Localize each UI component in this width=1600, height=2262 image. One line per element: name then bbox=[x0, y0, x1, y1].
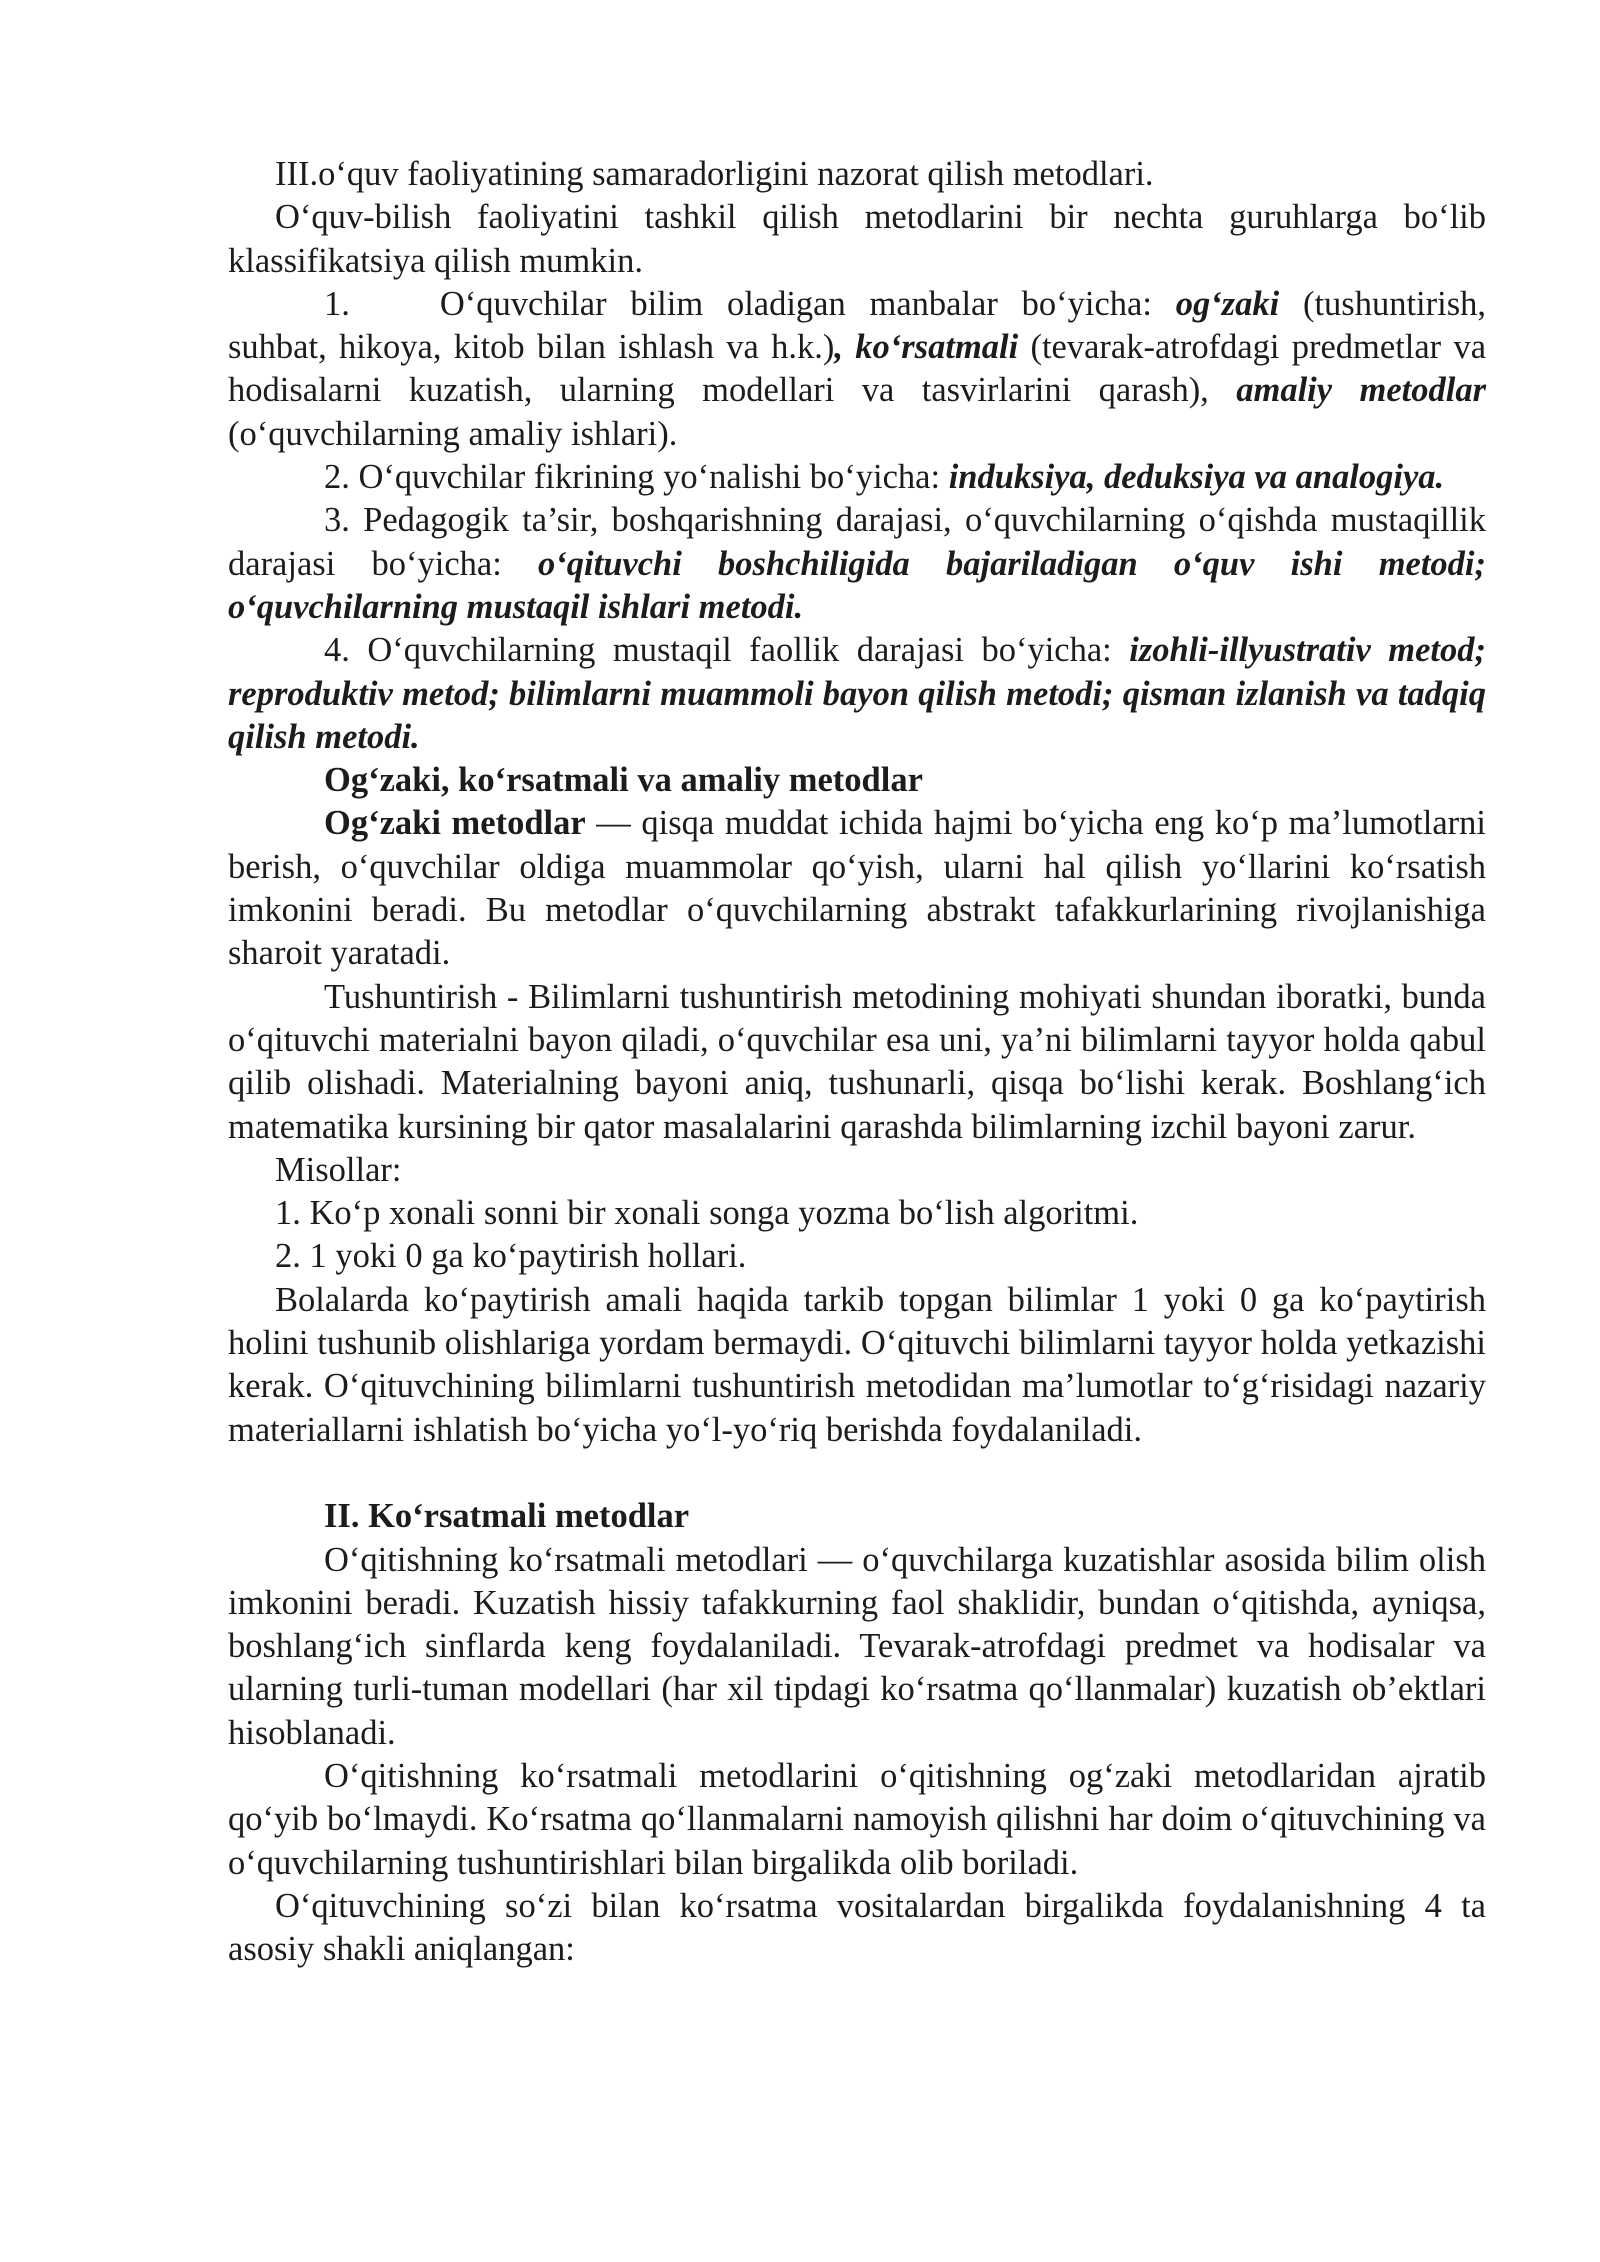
paragraph-item-1: 1. O‘quvchilar bilim oladigan manbalar bo‘yicha: og‘zaki (tushuntirish, suhbat, hikoya, kitob bilan ishlash va h.k.), ko‘rsatmali (tevarak-atrofdagi predmetlar va hodisalarni kuzatish, ularning modellari va tasvirlarini qarash), amaliy metodlar (o‘quvchilarning amaliy ishlari). bbox=[228, 284, 1487, 453]
blank-line bbox=[228, 1452, 1486, 1495]
emphasis-amaliy: amaliy metodlar bbox=[1236, 371, 1486, 410]
paragraph-tushuntirish: Tushuntirish - Bilimlarni tushuntirish metodining mohiyati shundan iboratki, bunda o‘qituvchi materialni bayon qiladi, o‘quvchilar esa uni, ya’ni bilimlarni tayyor holda qabul qilib olishadi. Materialning bayoni aniq, tushunarli, qisqa bo‘lishi kerak. Boshlang‘ich matematika kursining bir qator masalalarini qarashda bilimlarning izchil bayoni zarur. bbox=[228, 977, 1486, 1146]
emphasis-ogzaki: og‘zaki bbox=[1175, 284, 1280, 323]
term-ogzaki-metodlar: Og‘zaki metodlar bbox=[324, 804, 586, 843]
paragraph-item-4: 4. O‘quvchilarning mustaqil faollik darajasi bo‘yicha: izohli-illyustrativ metod; reproduktiv metod; bilimlarni muammoli bayon qilish metodi; qisman izlanish va tadqiq qilish metodi. bbox=[228, 631, 1486, 756]
paragraph-misollar: Misollar: bbox=[275, 1150, 402, 1189]
emphasis-induksiya: induksiya, deduksiya va analogiya. bbox=[948, 458, 1445, 497]
item-1-number: 1. bbox=[324, 284, 350, 323]
emphasis-item-4: izohli-illyustrativ metod; reproduktiv metod; bilimlarni muammoli bayon qilish metodi; qisman izlanish va tadqiq qilish metodi. bbox=[228, 631, 1486, 756]
paragraph-section-title: III.o‘quv faoliyatining samaradorligini nazorat qilish metodlari. bbox=[275, 155, 1154, 193]
emphasis-item-3: o‘qituvchi boshchiligida bajariladigan o‘quv ishi metodi; o‘quvchilarning mustaqil ishlari metodi. bbox=[228, 544, 1486, 626]
paragraph-intro: O‘quv-bilish faoliyatini tashkil qilish metodlarini bir nechta guruhlarga bo‘lib klassifikatsiya qilish mumkin. bbox=[228, 198, 1486, 280]
paragraph-korsatmali-1: O‘qitishning ko‘rsatmali metodlari — o‘quvchilarga kuzatishlar asosida bilim olish imkonini beradi. Kuzatish hissiy tafakkurning faol shaklidir, bundan o‘qitishda, ayniqsa, boshlang‘ich sinflarda keng foydalaniladi. Tevarak-atrofdagi predmet va hodisalar va ularning turli-tuman modellari (har xil tipdagi ko‘rsatma qo‘llanmalar) kuzatish ob’ektlari hisoblanadi. bbox=[228, 1540, 1486, 1752]
document-page bbox=[228, 153, 1486, 1971]
list-item: 2. 1 yoki 0 ga ko‘paytirish hollari. bbox=[275, 1237, 747, 1276]
list-item: 1. Ko‘p xonali sonni bir xonali songa yozma bo‘lish algoritmi. bbox=[275, 1194, 1139, 1233]
paragraph-ogzaki-metodlar: Og‘zaki metodlar — qisqa muddat ichida hajmi bo‘yicha eng ko‘p ma’lumotlarni berish, o‘quvchilar oldiga muammolar qo‘yish, ularni hal qilish yo‘llarini ko‘rsatish imkonini beradi. Bu metodlar o‘quvchilarning abstrakt tafakkurlarining rivojlanishiga sharoit yaratadi. bbox=[228, 804, 1486, 973]
paragraph-item-2: 2. O‘quvchilar fikrining yo‘nalishi bo‘yicha: induksiya, deduksiya va analogiya. bbox=[324, 458, 1445, 497]
paragraph-item-3: 3. Pedagogik ta’sir, boshqarishning darajasi, o‘quvchilarning o‘qishda mustaqillik darajasi bo‘yicha: o‘qituvchi boshchiligida bajariladigan o‘quv ishi metodi; o‘quvchilarning mustaqil ishlari metodi. bbox=[228, 501, 1486, 626]
heading-methods: Og‘zaki, ko‘rsatmali va amaliy metodlar bbox=[324, 761, 923, 800]
emphasis-korsatmali: , ko‘rsatmali bbox=[834, 328, 1019, 367]
paragraph-korsatmali-2: O‘qitishning ko‘rsatmali metodlarini o‘qitishning og‘zaki metodlaridan ajratib qo‘yib bo‘lmaydi. Ko‘rsatma qo‘llanmalarni namoyish qilishni har doim o‘qituvchining va o‘quvchilarning tushuntirishlari bilan birgalikda olib boriladi. bbox=[228, 1756, 1486, 1882]
heading-korsatmali-metodlar: II. Ko‘rsatmali metodlar bbox=[324, 1497, 690, 1536]
paragraph-bolalarda: Bolalarda ko‘paytirish amali haqida tarkib topgan bilimlar 1 yoki 0 ga ko‘paytirish holini tushunib olishlariga yordam bermaydi. O‘qituvchi bilimlarni tayyor holda yetkazishi kerak. O‘qituvchining bilimlarni tushuntirish metodidan ma’lumotlar to‘g‘risidagi nazariy materiallarni ishlatish bo‘yicha yo‘l-yo‘riq berishda foydalaniladi. bbox=[228, 1280, 1486, 1449]
paragraph-korsatmali-3: O‘qituvchining so‘zi bilan ko‘rsatma vositalardan birgalikda foydalanishning 4 ta asosiy shakli aniqlangan: bbox=[228, 1886, 1486, 1969]
